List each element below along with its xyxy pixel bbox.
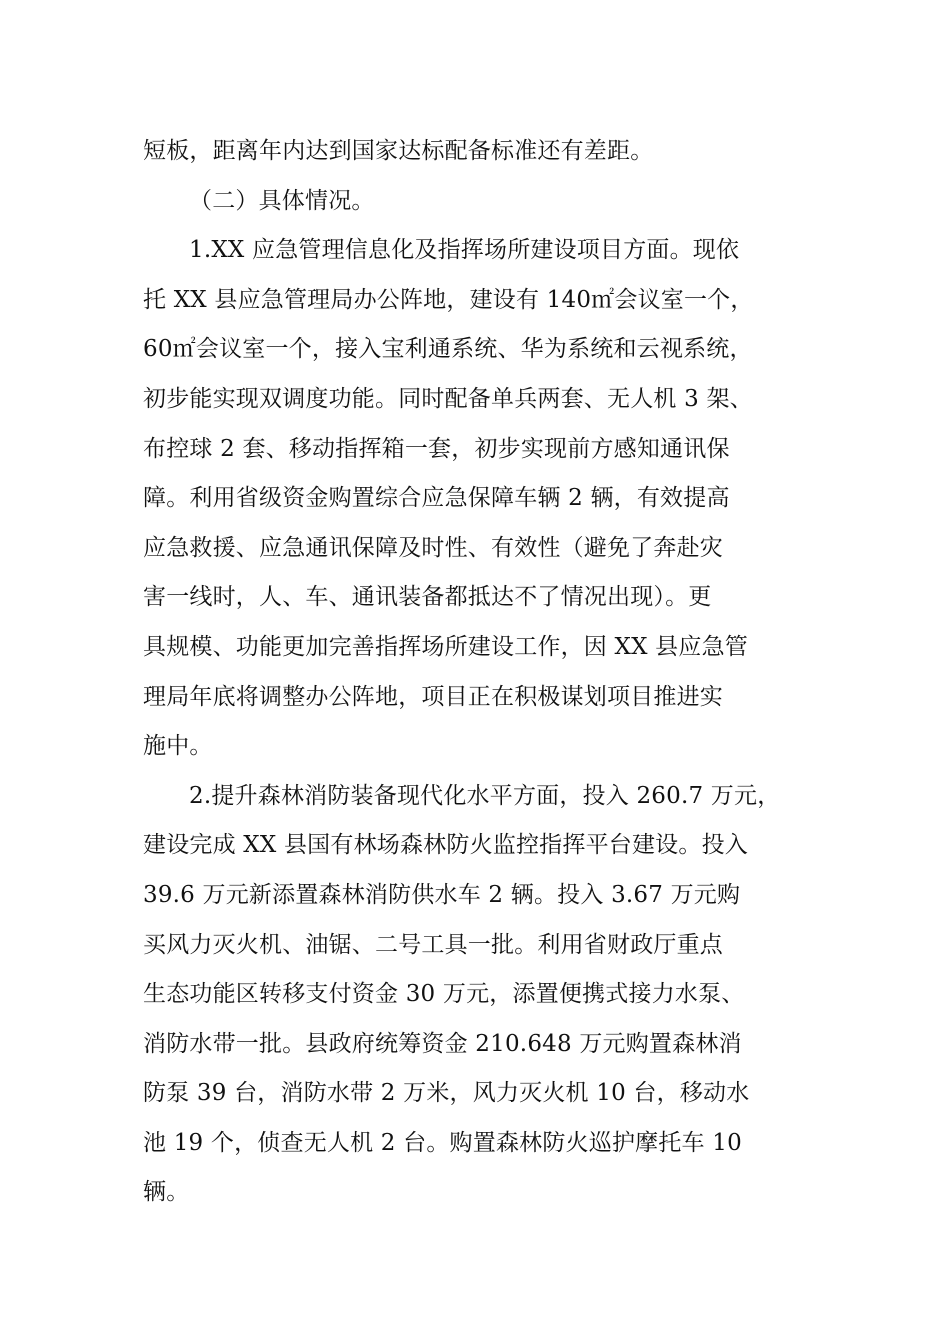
paragraph-1-line: 托 XX 县应急管理局办公阵地，建设有 140㎡会议室一个， [143,286,754,313]
paragraph-1-line: 应急救援、应急通讯保障及时性、有效性（避免了奔赴灾 [143,534,723,561]
paragraph-1-line: 施中。 [143,733,213,760]
paragraph-2-line: 建设完成 XX 县国有林场森林防火监控指挥平台建设。投入 [143,832,748,859]
paragraph-1-line: 60㎡会议室一个，接入宝利通系统、华为系统和云视系统， [143,336,753,363]
paragraph-1-line: 障。利用省级资金购置综合应急保障车辆 2 辆，有效提高 [143,485,730,512]
paragraph-2-line: 辆。 [143,1179,190,1206]
paragraph-1-line: 具规模、功能更加完善指挥场所建设工作，因 XX 县应急管 [143,633,748,660]
paragraph-1-line: 1.XX 应急管理信息化及指挥场所建设项目方面。现依 [189,237,740,264]
document-body [143,127,815,1218]
paragraph-2-line: 2.提升森林消防装备现代化水平方面，投入 260.7 万元， [189,782,781,809]
intro-paragraph-line: 短板，距离年内达到国家达标配备标准还有差距。 [143,138,654,164]
paragraph-2-line: 买风力灭火机、油锯、二号工具一批。利用省财政厅重点 [143,931,723,958]
paragraph-2-line: 消防水带一批。县政府统筹资金 210.648 万元购置森林消 [143,1030,742,1057]
paragraph-2-line: 生态功能区转移支付资金 30 万元，添置便携式接力水泵、 [143,981,745,1008]
paragraph-1-line: 初步能实现双调度功能。同时配备单兵两套、无人机 3 架、 [143,385,753,412]
paragraph-1-line: 布控球 2 套、移动指挥箱一套，初步实现前方感知通讯保 [143,435,730,462]
paragraph-2-line: 池 19 个，侦查无人机 2 台。购置森林防火巡护摩托车 10 [143,1129,742,1156]
paragraph-2-line: 39.6 万元新添置森林消防供水车 2 辆。投入 3.67 万元购 [143,881,741,908]
paragraph-1-line: 理局年底将调整办公阵地，项目正在积极谋划项目推进实 [143,683,723,710]
section-heading: （二）具体情况。 [189,187,375,214]
paragraph-2-line: 防泵 39 台，消防水带 2 万米，风力灭火机 10 台，移动水 [143,1080,750,1107]
paragraph-1-line: 害一线时，人、车、通讯装备都抵达不了情况出现）。更 [143,584,712,611]
